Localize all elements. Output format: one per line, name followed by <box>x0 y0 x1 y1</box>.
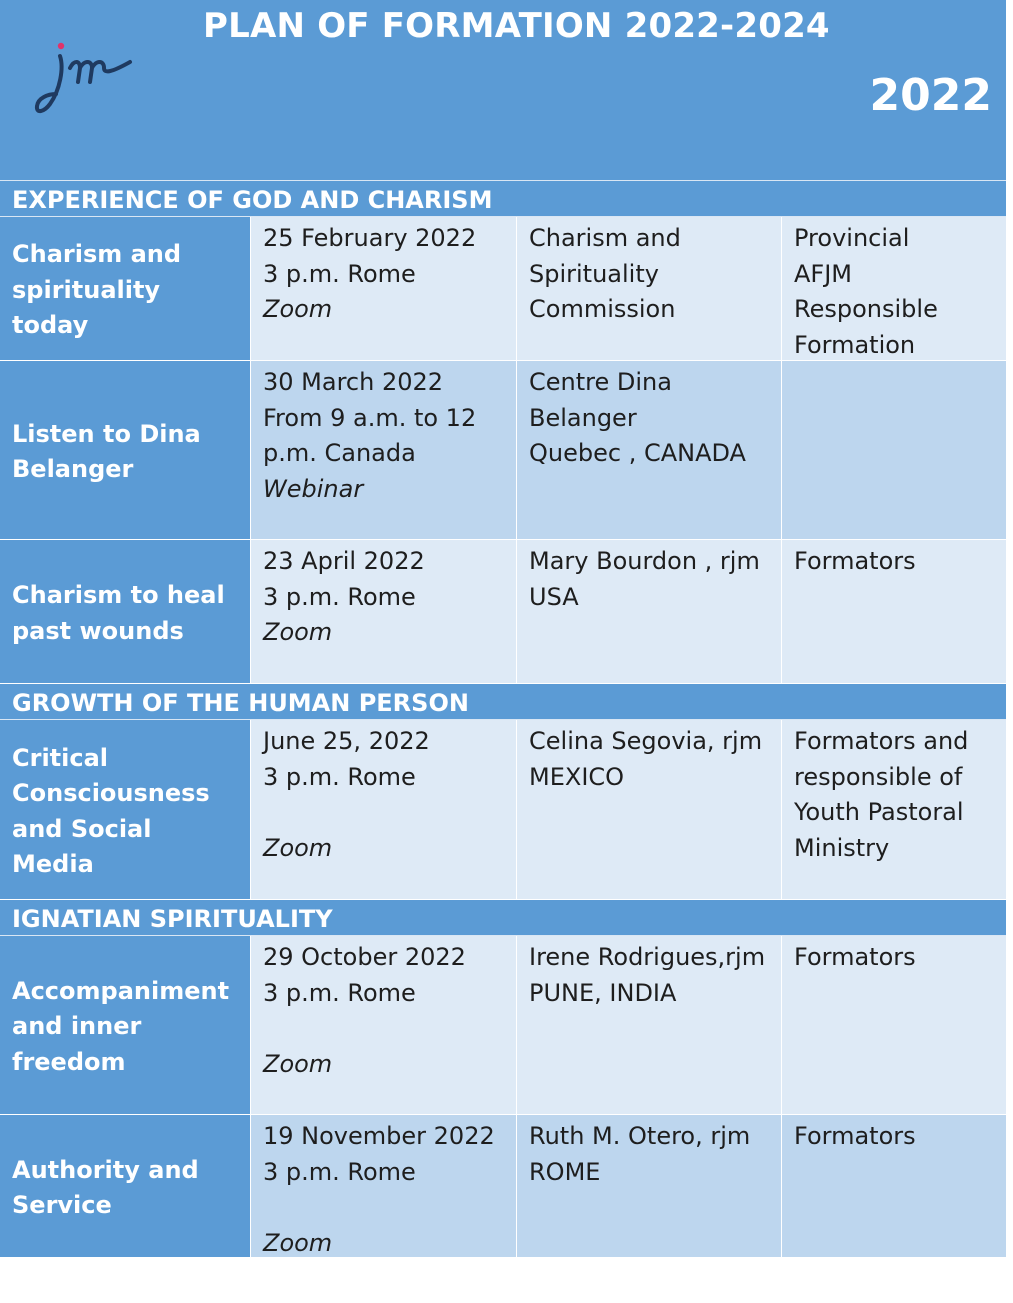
audience-line: Provincial <box>794 224 910 252</box>
time-line: 3 p.m. Rome <box>263 1157 416 1186</box>
table-row <box>0 217 1006 361</box>
time-line: 3 p.m. Rome <box>263 582 416 611</box>
platform-line: Zoom <box>263 1228 333 1257</box>
presenter-line: Celina Segovia, rjm <box>529 727 763 755</box>
audience-cell <box>781 720 1006 899</box>
audience-cell <box>781 936 1006 1114</box>
audience-line: Youth Pastoral <box>794 798 964 826</box>
platform-line: Zoom <box>263 295 333 323</box>
presenter-line: Charism and <box>529 224 681 252</box>
topic-line: Listen to Dina <box>12 419 201 448</box>
audience-cell <box>781 540 1006 683</box>
blank-line <box>263 1011 504 1047</box>
audience-cell <box>781 1115 1006 1257</box>
presenter-line: MEXICO <box>529 762 625 791</box>
presenter-line: Centre Dina <box>529 368 672 396</box>
year-label: 2022 <box>869 70 992 121</box>
table-row <box>0 936 1006 1115</box>
presenter-cell <box>516 720 781 899</box>
page-title: PLAN OF FORMATION 2022-2024 <box>203 6 830 46</box>
audience-line: Formators <box>794 943 916 971</box>
section-header: GROWTH OF THE HUMAN PERSON <box>0 684 1006 720</box>
blank-line <box>263 795 504 831</box>
date-cell <box>250 936 516 1114</box>
presenter-cell <box>516 936 781 1114</box>
topic-cell <box>0 1115 250 1257</box>
date-cell <box>250 1115 516 1257</box>
date-line: 29 October 2022 <box>263 943 466 971</box>
topic-line: and Social Media <box>12 814 152 878</box>
date-line: June 25, 2022 <box>263 727 430 755</box>
topic-line: Accompaniment <box>12 976 230 1005</box>
presenter-line: Ruth M. Otero, rjm <box>529 1122 751 1150</box>
platform-line: Webinar <box>263 474 364 503</box>
audience-line: Responsible <box>794 295 938 323</box>
platform-line: Zoom <box>263 618 333 646</box>
section-header: IGNATIAN SPIRITUALITY <box>0 900 1006 936</box>
date-cell <box>250 540 516 683</box>
presenter-line: Mary Bourdon , rjm <box>529 547 760 575</box>
audience-cell <box>781 361 1006 539</box>
presenter-line: Spirituality <box>529 259 659 288</box>
topic-line: Critical <box>12 743 109 772</box>
presenter-cell <box>516 1115 781 1257</box>
jm-logo-icon <box>30 38 140 120</box>
date-line: 23 April 2022 <box>263 547 425 575</box>
date-line: 30 March 2022 <box>263 368 444 396</box>
table-row <box>0 540 1006 684</box>
topic-line: freedom <box>12 1047 126 1076</box>
audience-line: Formators <box>794 547 916 575</box>
audience-line: Ministry <box>794 833 890 862</box>
topic-line: Consciousness <box>12 779 210 807</box>
date-cell <box>250 217 516 360</box>
blank-line <box>263 1190 504 1226</box>
table-row <box>0 361 1006 540</box>
date-line: 19 November 2022 <box>263 1122 495 1150</box>
topic-line: spirituality today <box>12 275 161 340</box>
topic-line: and inner <box>12 1012 142 1041</box>
table-row <box>0 720 1006 900</box>
time-line: 3 p.m. Rome <box>263 762 416 791</box>
topic-cell <box>0 936 250 1114</box>
topic-cell <box>0 720 250 899</box>
time-line: 3 p.m. Rome <box>263 978 416 1007</box>
presenter-cell <box>516 361 781 539</box>
table-row <box>0 1115 1006 1258</box>
audience-line: Formation <box>794 330 916 359</box>
topic-line: Belanger <box>12 455 134 483</box>
audience-line: Formators and <box>794 727 969 755</box>
presenter-line: Commission <box>529 295 676 323</box>
presenter-line: PUNE, INDIA <box>529 978 677 1007</box>
topic-line: Charism and <box>12 240 182 269</box>
audience-line: Formators <box>794 1122 916 1150</box>
topic-line: past wounds <box>12 616 184 645</box>
audience-cell <box>781 217 1006 360</box>
platform-line: Zoom <box>263 1049 333 1078</box>
date-cell <box>250 361 516 539</box>
time-line: p.m. Canada <box>263 439 416 467</box>
section-header: EXPERIENCE OF GOD AND CHARISM <box>0 181 1006 217</box>
date-cell <box>250 720 516 899</box>
topic-cell <box>0 217 250 360</box>
presenter-cell <box>516 540 781 683</box>
topic-line: Authority and <box>12 1155 199 1184</box>
presenter-line: Irene Rodrigues,rjm <box>529 943 766 971</box>
presenter-line: ROME <box>529 1157 601 1186</box>
header-banner <box>0 0 1006 181</box>
topic-line: Charism to heal <box>12 581 225 609</box>
time-line: 3 p.m. Rome <box>263 259 416 288</box>
date-line: 25 February 2022 <box>263 224 477 252</box>
audience-line: AFJM <box>794 259 853 288</box>
topic-line: Service <box>12 1191 112 1219</box>
presenter-line: Belanger <box>529 403 637 432</box>
topic-cell <box>0 361 250 539</box>
platform-line: Zoom <box>263 833 333 862</box>
presenter-line: USA <box>529 582 579 611</box>
audience-line: responsible of <box>794 762 963 791</box>
topic-cell <box>0 540 250 683</box>
presenter-cell <box>516 217 781 360</box>
time-line: From 9 a.m. to 12 <box>263 403 477 432</box>
presenter-line: Quebec , CANADA <box>529 439 746 467</box>
